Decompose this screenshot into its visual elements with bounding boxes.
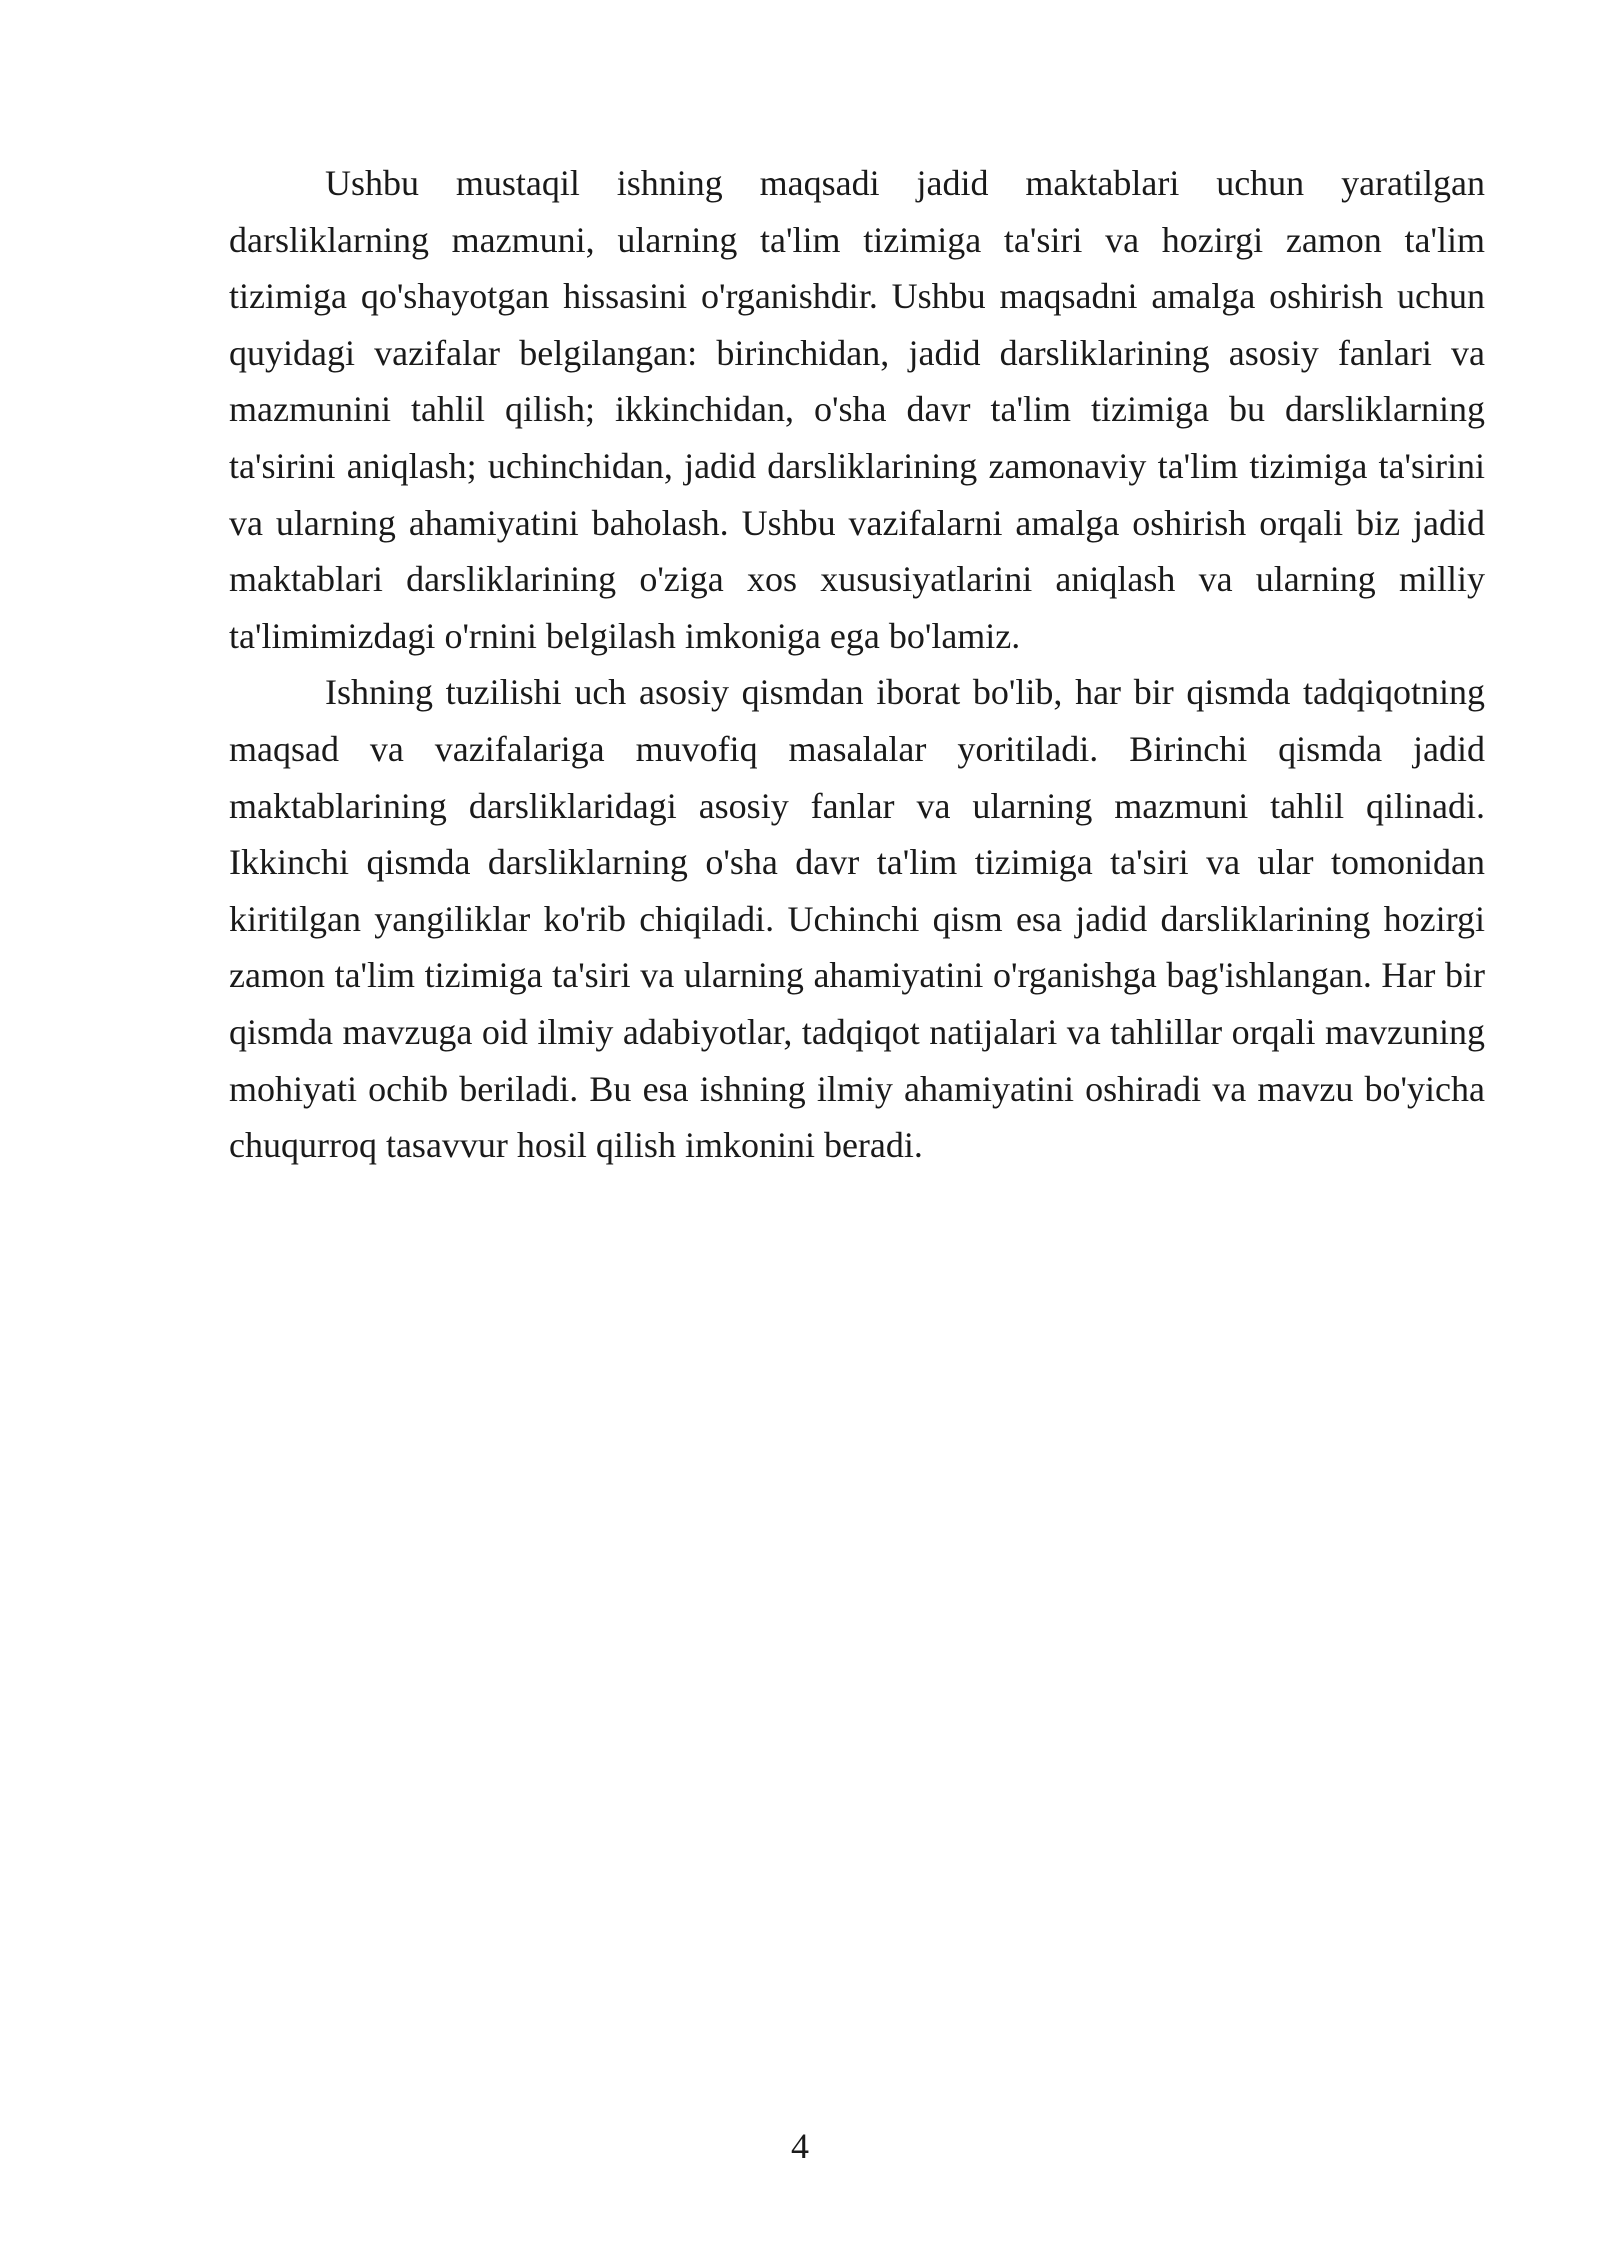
paragraph-purpose: Ushbu mustaqil ishning maqsadi jadid maktablari uchun yaratilgan darsliklarning mazmuni, ularning ta'lim tizimiga ta'siri va hozirgi zamon ta'lim tizimiga qo'shayotgan hissasini o'rganishdir. Ushbu maqsadni amalga oshirish uchun quyidagi vazifalar belgilangan: birinchidan, jadid darsliklarining asosiy fanlari va mazmunini tahlil qilish; ikkinchidan, o'sha davr ta'lim tizimiga bu darsliklarning ta'sirini aniqlash; uchinchidan, jadid darsliklarining zamonaviy ta'lim tizimiga ta'sirini va ularning ahamiyatini baholash. Ushbu vazifalarni amalga oshirish orqali biz jadid maktablari darsliklarining o'ziga xos xususiyatlarini aniqlash va ularning milliy ta'limimizdagi o'rnini belgilash imkoniga ega bo'lamiz. <box>229 163 1485 656</box>
body-text <box>229 155 1485 1174</box>
page-number: 4 <box>791 2126 809 2166</box>
paragraph-structure: Ishning tuzilishi uch asosiy qismdan iborat bo'lib, har bir qismda tadqiqotning maqsad va vazifalariga muvofiq masalalar yoritiladi. Birinchi qismda jadid maktablarining darsliklaridagi asosiy fanlar va ularning mazmuni tahlil qilinadi. Ikkinchi qismda darsliklarning o'sha davr ta'lim tizimiga ta'siri va ular tomonidan kiritilgan yangiliklar ko'rib chiqiladi. Uchinchi qism esa jadid darsliklarining hozirgi zamon ta'lim tizimiga ta'siri va ularning ahamiyatini o'rganishga bag'ishlangan. Har bir qismda mavzuga oid ilmiy adabiyotlar, tadqiqot natijalari va tahlillar orqali mavzuning mohiyati ochib beriladi. Bu esa ishning ilmiy ahamiyatini oshiradi va mavzu bo'yicha chuqurroq tasavvur hosil qilish imkonini beradi. <box>229 672 1485 1166</box>
